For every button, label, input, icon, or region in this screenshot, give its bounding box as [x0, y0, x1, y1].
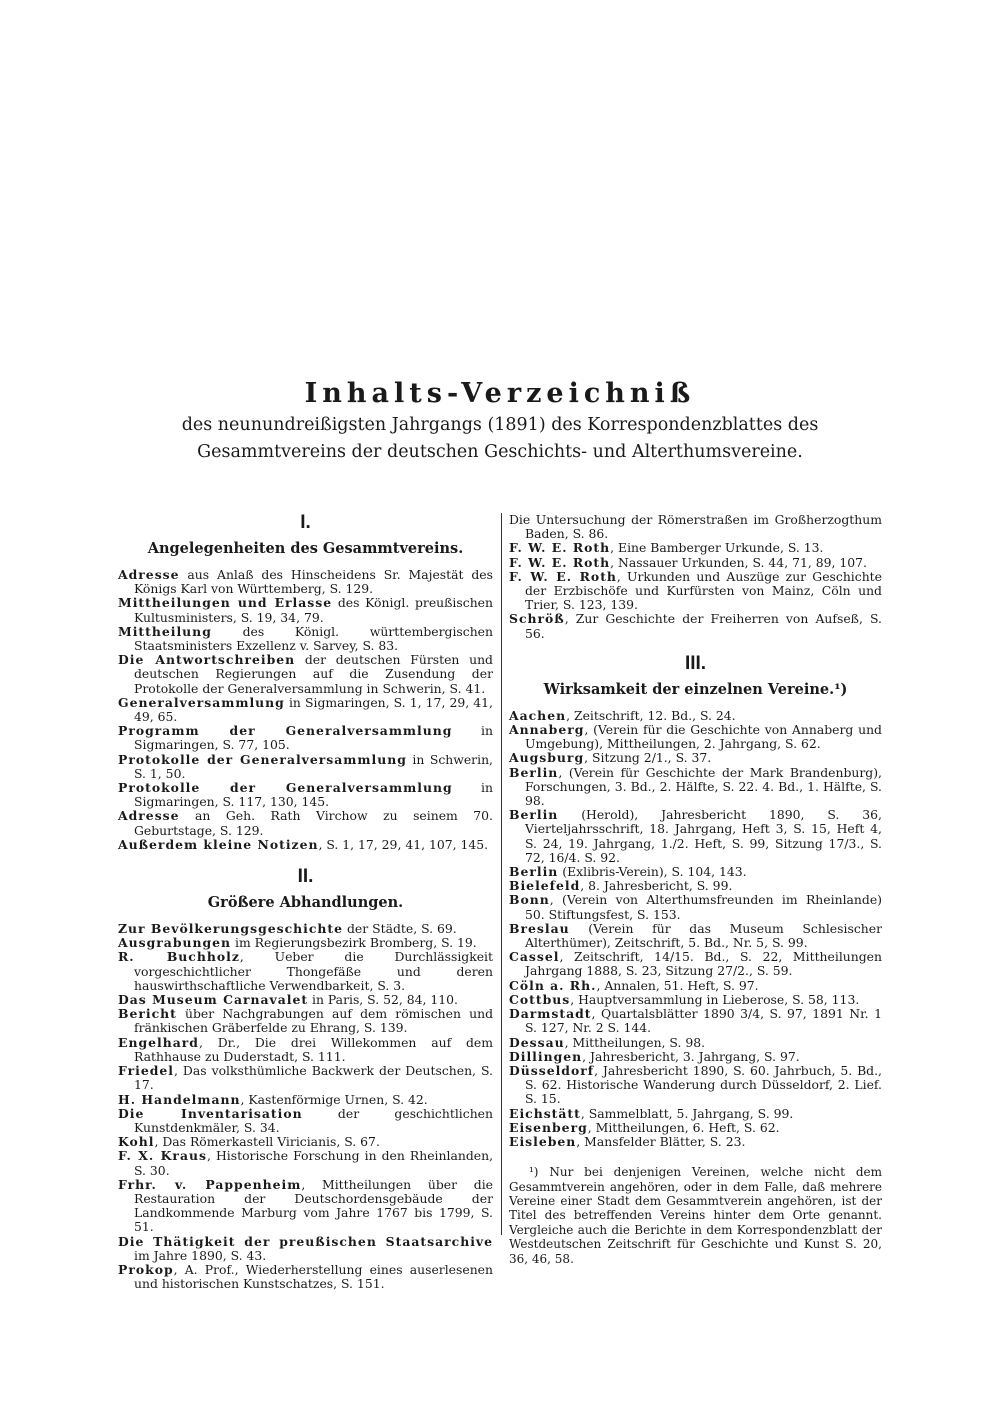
index-entry — [118, 1007, 493, 1035]
index-entry — [509, 922, 882, 950]
entry-text: , A. Prof., Wiederherstellung eines auserlesenen und historischen Kunstschatzes, S. 151. — [134, 1261, 493, 1292]
section-2-heading: Größere Abhandlungen. — [207, 894, 404, 912]
entry-text: , Das Römerkastell Viricianis, S. 67. — [154, 1134, 380, 1150]
entry-head: Friedel — [118, 1063, 174, 1079]
entry-head: Protokolle der Generalversammlung — [118, 780, 453, 796]
entry-head: Augsburg — [509, 750, 585, 766]
section-1-heading: Angelegenheiten des Gesammtvereins. — [147, 540, 464, 557]
index-entry — [509, 1007, 882, 1035]
entry-text: , Das volksthümliche Backwerk der Deutschen, S. 17. — [134, 1063, 493, 1093]
entry-head: Düsseldorf — [509, 1062, 595, 1078]
index-entry — [509, 751, 882, 765]
entry-head: Zur Bevölkerungsgeschichte — [118, 921, 344, 937]
index-entry — [118, 1093, 493, 1107]
index-entry — [509, 1036, 882, 1050]
entry-text: , Zeitschrift, 14/15. Bd., S. 22, Mittheilungen Jahrgang 1888, S. 23, Sitzung 27/2., S. 59. — [525, 949, 882, 979]
index-entry — [118, 1149, 493, 1177]
index-entry — [118, 696, 493, 724]
entry-head: Bielefeld — [509, 878, 581, 894]
index-entry — [509, 865, 882, 879]
section-2-entries — [118, 922, 493, 1291]
index-entry — [118, 1107, 493, 1135]
entry-head: Adresse — [118, 567, 180, 582]
entry-head: Bonn — [509, 892, 550, 908]
entry-head: Berlin — [509, 864, 559, 880]
entry-text: , Zur Geschichte der Freiherren von Aufseß, S. 56. — [525, 611, 882, 641]
entry-text: , Urkunden und Auszüge zur Geschichte der Erzbischöfe und Kurfürsten von Mainz, Cöln und Trier, S. 123, 139. — [525, 568, 882, 613]
entry-head: Adresse — [118, 808, 180, 824]
index-entry — [118, 950, 493, 993]
entry-head: Dessau — [509, 1034, 565, 1050]
entry-text: , Kastenförmige Urnen, S. 42. — [240, 1091, 428, 1107]
entry-head: Dillingen — [509, 1048, 583, 1064]
entry-text: in Sigmaringen, S. 77, 105. — [134, 723, 493, 753]
entry-text: (Exlibris-Verein), S. 104, 143. — [558, 864, 747, 880]
entry-head: Cottbus — [509, 991, 571, 1007]
index-entry — [118, 993, 493, 1007]
column-divider — [501, 513, 502, 1235]
entry-text: in Schwerin, S. 1, 50. — [134, 751, 493, 781]
index-entry — [118, 753, 493, 781]
entry-head: R. Buchholz — [118, 949, 240, 965]
entry-head: Ausgrabungen — [118, 935, 232, 951]
right-column — [509, 513, 882, 1266]
section-3-numeral: III. — [684, 652, 707, 674]
index-entry — [118, 1064, 493, 1092]
section-1-entries — [118, 568, 493, 852]
entry-text: , Jahresbericht, 3. Jahrgang, S. 97. — [582, 1048, 800, 1064]
entry-head: Darmstadt — [509, 1006, 592, 1022]
entry-head: Generalversammlung — [118, 694, 285, 710]
entry-text: , Mittheilungen über die Restauration der Deutschordensgebäude der Landkommende Marburg vom Jahre 1767 bis 1799, S. 51. — [134, 1176, 493, 1235]
entry-head: Breslau — [509, 920, 570, 936]
index-entry — [509, 1107, 882, 1121]
entry-text: der Städte, S. 69. — [343, 921, 457, 937]
entry-text: , Jahresbericht 1890, S. 60. Jahrbuch, 5. Bd., S. 62. Historische Wanderung durch Düsseldorf, 2. Lief. S. 15. — [525, 1062, 882, 1107]
entry-head: Bericht — [118, 1006, 177, 1022]
index-entry — [509, 570, 882, 613]
entry-text: , Annalen, 51. Heft, S. 97. — [596, 977, 759, 993]
footnote: ¹) Nur bei denjenigen Vereinen, welche nicht dem Gesammtverein angehören, oder in dem Falle, daß mehrere Vereine einer Stadt dem Gesammtverein angehören, ist der Titel des betreffenden Vereins hinter dem Orte genannt. Vergleiche auch die Berichte in dem Korrespondenzblatt der Westdeutschen Zeitschrift für Geschichte und Kunst S. 20, 36, 46, 58. — [509, 1165, 882, 1266]
index-entry — [118, 781, 493, 809]
entry-head: Eisleben — [509, 1133, 577, 1149]
index-entry — [509, 979, 882, 993]
entry-text: , S. 1, 17, 29, 41, 107, 145. — [318, 836, 489, 852]
entry-head: Frhr. v. Pappenheim — [118, 1176, 302, 1192]
entry-head: F. X. Kraus — [118, 1148, 207, 1164]
index-entry — [509, 541, 882, 555]
entry-text: (Herold), Jahresbericht 1890, S. 36, Vierteljahrsschrift, 18. Jahrgang, Heft 3, S. 15, Heft 4, S. 24, 19. Jahrgang, 1./2. Heft, S. 99, Sitzung 17/3., S. 72, 16/4. S. 92. — [525, 807, 882, 865]
entry-head: Eichstätt — [509, 1105, 581, 1121]
index-entry — [509, 1064, 882, 1107]
entry-head: Programm der Generalversammlung — [118, 723, 453, 739]
entry-head: Mittheilungen und Erlasse — [118, 595, 333, 611]
entry-head: Die Antwortschreiben — [118, 652, 296, 668]
section-1-numeral: I. — [300, 512, 311, 533]
index-entry — [509, 709, 882, 723]
index-entry — [118, 568, 493, 596]
page-title: Inhalts-Verzeichniß — [304, 378, 696, 409]
entry-text: in Sigmaringen, S. 1, 17, 29, 41, 49, 65. — [134, 694, 493, 725]
entry-head: Kohl — [118, 1134, 155, 1150]
entry-text: , Sitzung 2/1., S. 37. — [584, 750, 712, 766]
index-entry — [509, 950, 882, 978]
entry-head: Prokop — [118, 1261, 174, 1277]
index-entry — [118, 922, 493, 936]
entry-text: , (Verein für die Geschichte von Annaberg und Umgebung), Mittheilungen, 2. Jahrgang, S. 62. — [525, 722, 882, 752]
entry-text: im Regierungsbezirk Bromberg, S. 19. — [231, 935, 477, 951]
entry-head: F. W. E. Roth — [509, 554, 611, 570]
index-entry — [118, 724, 493, 752]
entry-text: in Sigmaringen, S. 117, 130, 145. — [134, 780, 493, 810]
entry-head: F. W. E. Roth — [509, 568, 617, 584]
entry-head: Protokolle der Generalversammlung — [118, 751, 407, 767]
entry-text: , Nassauer Urkunden, S. 44, 71, 89, 107. — [610, 554, 867, 570]
entry-head: Berlin — [509, 807, 559, 823]
entry-text: des Königl. preußischen Kultusministers, S. 19, 34, 79. — [134, 595, 493, 625]
entry-head: Die Thätigkeit der preußischen Staatsarchive — [118, 1233, 493, 1249]
entry-text: , 8. Jahresbericht, S. 99. — [580, 878, 733, 894]
entry-text: der geschichtlichen Kunstdenkmäler, S. 34. — [134, 1105, 493, 1135]
section-3-heading: Wirksamkeit der einzelnen Vereine.¹) — [543, 680, 848, 698]
index-entry — [509, 893, 882, 921]
index-entry — [509, 1050, 882, 1064]
entry-text: , Mittheilungen, S. 98. — [564, 1034, 706, 1050]
index-entry — [509, 612, 882, 640]
index-entry — [118, 625, 493, 653]
index-entry — [118, 1263, 493, 1291]
index-entry — [118, 838, 493, 852]
entry-text: , Sammelblatt, 5. Jahrgang, S. 99. — [580, 1105, 794, 1121]
index-entry — [509, 513, 882, 541]
section-2-continued-entries — [509, 513, 882, 641]
entry-head: Aachen — [509, 707, 567, 723]
entry-text: , Mansfelder Blätter, S. 23. — [576, 1133, 746, 1149]
entry-text: (Verein für das Museum Schlesischer Alterthümer), Zeitschrift, 5. Bd., Nr. 5, S. 99. — [525, 920, 882, 951]
entry-head: H. Handelmann — [118, 1091, 241, 1107]
entry-text: in Paris, S. 52, 84, 110. — [308, 992, 458, 1008]
entry-text: des Königl. württembergischen Staatsministers Exzellenz v. Sarvey, S. 83. — [134, 623, 493, 654]
entry-head: Außerdem kleine Notizen — [118, 836, 319, 852]
index-entry — [509, 1135, 882, 1149]
entry-text: im Jahre 1890, S. 43. — [134, 1247, 267, 1263]
entry-text: , Hauptversammlung in Lieberose, S. 58, 113. — [570, 991, 860, 1007]
entry-head: Mittheilung — [118, 623, 212, 639]
index-entry — [118, 1135, 493, 1149]
entry-text: , Dr., Die drei Willekommen auf dem Rathhause zu Duderstadt, S. 111. — [134, 1034, 493, 1064]
page-subtitle: des neunundreißigsten Jahrgangs (1891) des Korrespondenzblattes des Gesammtvereins der deutschen Geschichts- und Alterthumsvereine. — [181, 415, 819, 462]
entry-head: Annaberg — [509, 722, 585, 738]
left-column — [118, 512, 493, 1291]
entry-text: , Historische Forschung in den Rheinlanden, S. 30. — [134, 1148, 494, 1178]
index-entry — [118, 653, 493, 696]
index-entry — [509, 1121, 882, 1135]
index-entry — [118, 1178, 493, 1235]
entry-text: , Ueber die Durchlässigkeit vorgeschichtlicher Thongefäße und deren hauswirthschaftliche Verwendbarkeit, S. 3. — [134, 949, 493, 993]
index-entry — [118, 936, 493, 950]
entry-text: , Eine Bamberger Urkunde, S. 13. — [610, 540, 824, 556]
index-entry — [118, 596, 493, 624]
entry-head: Das Museum Carnavalet — [118, 992, 309, 1008]
entry-text: , (Verein für Geschichte der Mark Brandenburg), Forschungen, 3. Bd., 2. Hälfte, S. 22. 4. Bd., 1. Hälfte, S. 98. — [525, 764, 882, 809]
index-entry — [509, 879, 882, 893]
entry-text: , (Verein von Alterthumsfreunden im Rheinlande) 50. Stiftungsfest, S. 153. — [525, 892, 882, 922]
entry-head: Engelhard — [118, 1034, 199, 1050]
entry-text: Die Untersuchung der Römerstraßen im Großherzogthum Baden, S. 86. — [509, 512, 882, 542]
entry-text: der deutschen Fürsten und deutschen Regierungen auf die Zusendung der Protokolle der Generalversammlung in Schwerin, S. 41. — [134, 652, 493, 696]
index-entry — [509, 993, 882, 1007]
index-entry — [118, 1235, 493, 1263]
index-entry — [509, 556, 882, 570]
index-entry — [509, 766, 882, 809]
index-entry — [509, 808, 882, 865]
entry-head: Eisenberg — [509, 1119, 588, 1135]
entry-head: Die Inventarisation — [118, 1105, 303, 1121]
entry-text: , Quartalsblätter 1890 3/4, S. 97, 1891 Nr. 1 S. 127, Nr. 2 S. 144. — [525, 1006, 882, 1036]
section-3-entries — [509, 709, 882, 1149]
entry-head: Berlin — [509, 764, 559, 780]
index-entry — [118, 1036, 493, 1064]
entry-text: , Zeitschrift, 12. Bd., S. 24. — [566, 707, 736, 723]
entry-text: über Nachgrabungen auf dem römischen und fränkischen Gräberfelde zu Ehrang, S. 139. — [134, 1006, 493, 1036]
entry-text: aus Anlaß des Hinscheidens Sr. Majestät des Königs Karl von Württemberg, S. 129. — [134, 567, 493, 597]
entry-head: F. W. E. Roth — [509, 540, 611, 556]
entry-head: Schröß — [509, 611, 565, 627]
index-entry — [118, 809, 493, 837]
entry-text: an Geh. Rath Virchow zu seinem 70. Geburtstage, S. 129. — [134, 808, 493, 838]
entry-text: , Mittheilungen, 6. Heft, S. 62. — [587, 1119, 780, 1135]
section-2-numeral: II. — [297, 866, 314, 888]
index-entry — [509, 723, 882, 751]
entry-head: Cassel — [509, 949, 560, 965]
entry-head: Cöln a. Rh. — [509, 977, 597, 993]
